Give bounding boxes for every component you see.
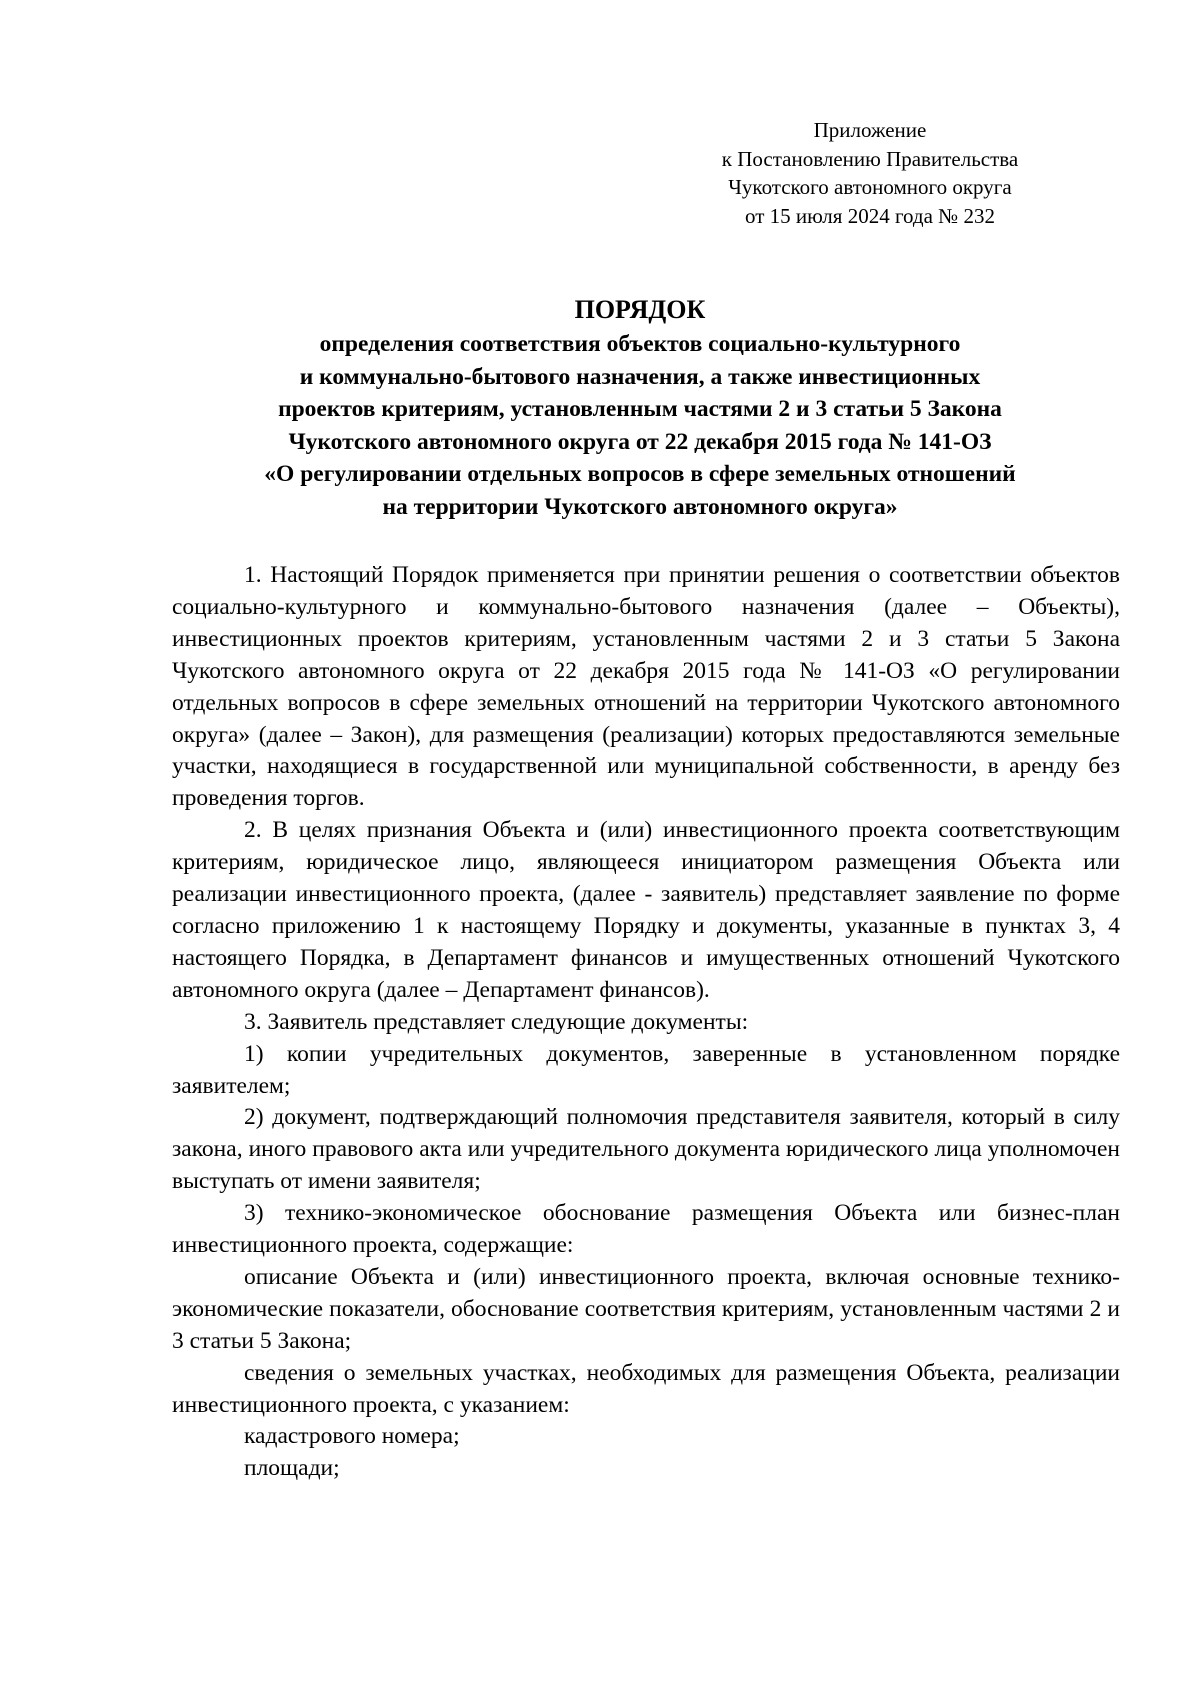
body-paragraph: 2. В целях признания Объекта и (или) инвестиционного проекта соответствующим критериям, юридическое лицо, являющееся инициатором размещения Объекта или реализации инвестиционного проекта, (далее - заявитель) представляет заявление по форме согласно приложению 1 к настоящему Порядку и документы, указанные в пунктах 3, 4 настоящего Порядка, в Департамент финансов и имущественных отношений Чукотского автономного округа (далее – Департамент финансов). [172,817,1120,1003]
body-paragraph: 1) копии учредительных документов, заверенные в установленном порядке заявителем; [172,1040,1120,1099]
document-body [172,560,1120,1485]
document-subtitle-line: и коммунально-бытового назначения, а также инвестиционных [299,363,981,390]
document-subtitle-line: Чукотского автономного округа от 22 декабря 2015 года № 141-ОЗ [288,428,992,455]
document-subtitle-line: проектов критериям, установленным частями 2 и 3 статьи 5 Закона [278,396,1002,422]
document-subtitle-line: определения соответствия объектов социально-культурного [319,331,961,357]
appendix-note [660,116,1080,230]
body-paragraph: площади; [244,1455,340,1482]
body-paragraph: 3) технико-экономическое обоснование размещения Объекта или бизнес-план инвестиционного проекта, содержащие: [172,1200,1120,1259]
document-subtitle-line: «О регулировании отдельных вопросов в сфере земельных отношений [264,461,1016,487]
body-paragraph: 3. Заявитель представляет следующие документы: [244,1008,749,1035]
appendix-note-line: Приложение [813,118,927,142]
appendix-note-line: от 15 июля 2024 года № 232 [745,203,995,228]
document-title-block [160,294,1120,523]
body-paragraph: 2) документ, подтверждающий полномочия представителя заявителя, который в силу закона, иного правового акта или учредительного документа юридического лица уполномочен выступать от имени заявителя; [172,1104,1120,1195]
body-paragraph: кадастрового номера; [244,1423,460,1450]
body-paragraph: 1. Настоящий Порядок применяется при принятии решения о соответствии объектов социально-культурного и коммунально-бытового назначения (далее – Объекты), инвестиционных проектов критериям, установленным частями 2 и 3 статьи 5 Закона Чукотского автономного округа от 22 декабря 2015 года № 141-ОЗ «О регулировании отдельных вопросов в сфере земельных отношений на территории Чукотского автономного округа» (далее – Закон), для размещения (реализации) которых предоставляются земельные участки, находящиеся в государственной или муниципальной собственности, в аренду без проведения торгов. [172,562,1120,812]
document-subtitle-line: на территории Чукотского автономного округа» [382,493,898,520]
document-title: ПОРЯДОК [574,295,706,324]
body-paragraph: описание Объекта и (или) инвестиционного проекта, включая основные технико-экономические показатели, обоснование соответствия критериям, установленным частями 2 и 3 статьи 5 Закона; [172,1263,1120,1354]
appendix-note-line: к Постановлению Правительства [721,146,1019,171]
appendix-note-line: Чукотского автономного округа [728,175,1012,199]
body-paragraph: сведения о земельных участках, необходимых для размещения Объекта, реализации инвестиционного проекта, с указанием: [172,1359,1120,1418]
